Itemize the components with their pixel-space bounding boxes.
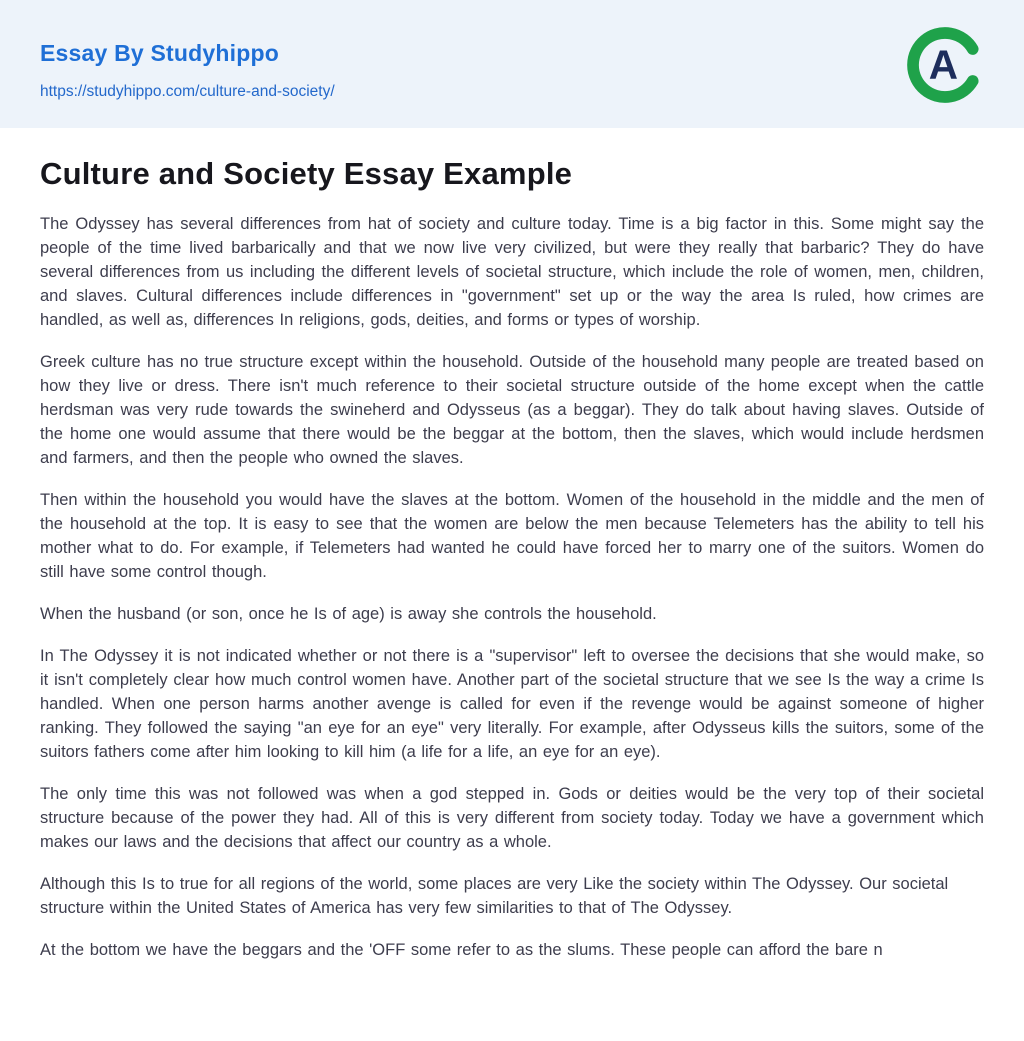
source-url-link[interactable]: https://studyhippo.com/culture-and-society/ xyxy=(40,83,335,100)
essay-paragraph-3: Then within the household you would have the slaves at the bottom. Women of the household in the middle and the men of the household at the top. It is easy to see that the women are below the men because Telemeters has the ability to tell his mother what to do. For example, if Telemeters had wanted he could have forced her to marry one of the suitors. Women do still have some control though. xyxy=(40,491,984,581)
essay-paragraph-5: In The Odyssey it is not indicated whether or not there is a "supervisor" left to oversee the decisions that she would make, so it isn't completely clear how much control women have. Another part of the societal structure that we see Is the way a crime Is handled. When one person harms another avenge is called for even if the revenge would be against someone of higher ranking. They followed the saying "an eye for an eye" very literally. For example, after Odysseus kills the suitors, some of the suitors fathers come after him looking to kill him (a life for a life, an eye for an eye). xyxy=(40,647,984,761)
site-title-link[interactable]: Essay By Studyhippo xyxy=(40,40,279,66)
essay-title: Culture and Society Essay Example xyxy=(40,156,573,191)
essay-paragraph-8: At the bottom we have the beggars and the 'OFF some refer to as the slums. These people can afford the bare n xyxy=(40,941,883,959)
site-header xyxy=(0,0,1024,128)
header-text-block xyxy=(40,26,335,101)
essay-content xyxy=(0,128,1024,1020)
studyhippo-logo-icon xyxy=(906,26,984,104)
essay-paragraph-2: Greek culture has no true structure except within the household. Outside of the household many people are treated based on how they live or dress. There isn't much reference to their societal structure outside of the home except when the cattle herdsman was very rude towards the swineherd and Odysseus (as a beggar). They do talk about having slaves. Outside of the home one would assume that there would be the beggar at the bottom, then the slaves, which would include herdsmen and farmers, and then the people who owned the slaves. xyxy=(40,353,984,467)
essay-paragraph-6: The only time this was not followed was when a god stepped in. Gods or deities would be the very top of their societal structure because of the power they had. All of this is very different from society today. Today we have a government which makes our laws and the decisions that affect our country as a whole. xyxy=(40,785,984,851)
essay-paragraph-4: When the husband (or son, once he Is of age) is away she controls the household. xyxy=(40,605,657,623)
essay-body xyxy=(40,212,984,962)
essay-paragraph-7: Although this Is to true for all regions of the world, some places are very Like the society within The Odyssey. Our societal structure within the United States of America has very few similarities to that of The Odyssey. xyxy=(40,875,949,917)
essay-paragraph-1: The Odyssey has several differences from hat of society and culture today. Time is a big factor in this. Some might say the people of the time lived barbarically and that we now live very civilized, but were they really that barbaric? They do have several differences from us including the different levels of societal structure, which include the role of women, men, children, and slaves. Cultural differences include differences in "government" set up or the way the area Is ruled, how crimes are handled, as well as, differences In religions, gods, deities, and forms or types of worship. xyxy=(40,215,984,329)
logo-letter: A xyxy=(928,41,959,88)
